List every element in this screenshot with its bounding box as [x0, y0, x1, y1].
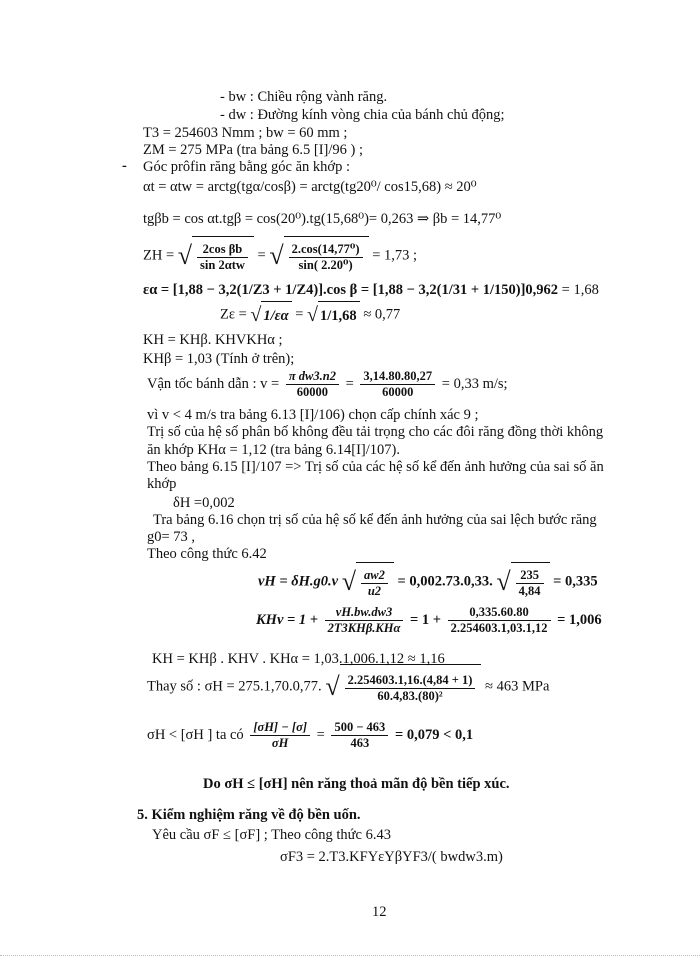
kh-calculation: KH = KHβ . KHV . KHα = 1,03.1,006.1,12 ≈ 1,16: [152, 651, 445, 667]
velocity-note: vì v < 4 m/s tra bảng 6.13 [I]/106) chọn cấp chính xác 9 ;: [147, 407, 479, 423]
compare-lhs: σH < [σH ] ta có: [147, 727, 244, 743]
v-result: = 0,33 m/s;: [441, 376, 508, 392]
eps-alpha-expr: εα = [1,88 − 3,2(1/Z3 + 1/Z4)].cos β = [1,88 − 3,2(1/31 + 1/150)]0,962: [143, 282, 559, 298]
vh-rnum: aw2: [361, 568, 388, 584]
page-bottom-divider: [0, 955, 700, 956]
zh-lhs: ZH =: [143, 247, 175, 264]
section-5-heading: 5. Kiểm nghiệm răng về độ bền uốn.: [137, 807, 361, 823]
tg-beta-b-formula: tgβb = cos αt.tgβ = cos(20⁰).tg(15,68⁰)= 0,263 ⇒ βb = 14,77⁰: [143, 211, 502, 227]
z-epsilon-formula: Zε = √ 1/εα = √ 1/1,68 ≈ 0,77: [220, 301, 400, 329]
ze-result: ≈ 0,77: [363, 306, 401, 323]
zh-num2: 2.cos(14,77⁰): [289, 242, 363, 258]
khv-formula: [256, 602, 602, 638]
profile-angle-heading: Góc prôfin răng bằng góc ăn khớp :: [143, 159, 350, 175]
sigma-f3-formula: σF3 = 2.T3.KFYεYβYF3/( bwdw3.m): [280, 849, 503, 865]
zh-den2: sin( 2.20⁰): [298, 258, 353, 273]
v-num1: π dw3.n2: [286, 369, 339, 385]
requirement-line: Yêu cầu σF ≤ [σF] ; Theo công thức 6.43: [152, 827, 391, 843]
khv-den2: 2.254603.1,03.1,12: [450, 621, 548, 636]
khv-num1: vH.bw.dw3: [325, 605, 404, 621]
vh-mid: = 0,002.73.0,33.: [397, 573, 493, 590]
khv-den1: 2T3KHβ.KHα: [327, 621, 401, 636]
khv-result: = 1,006: [557, 612, 602, 628]
ze-lhs: Zε =: [220, 306, 247, 323]
v-den1: 60000: [296, 385, 329, 400]
vh-formula: vH = δH.g0.v √ $\frac{aw2}{u2}$ = 0,002.73.0,33. √ $\frac{235}{4,84}$ = 0,335: [258, 562, 598, 602]
velocity-label: Vận tốc bánh dẫn : v =: [147, 376, 280, 392]
sigma-den: 60.4,83.(80)²: [377, 689, 443, 704]
v-den2: 60000: [382, 385, 414, 400]
bw-definition: - bw : Chiều rộng vành răng.: [220, 89, 388, 105]
compare-result: = 0,079 < 0,1: [394, 727, 474, 743]
g0-line2: g0= 73 ,: [147, 529, 196, 545]
eps-alpha-result: = 1,68: [561, 282, 599, 298]
zh-result: = 1,73 ;: [372, 247, 418, 264]
dw-definition: - dw : Đường kính vòng chia của bánh chủ động;: [220, 107, 505, 123]
formula-reference: Theo công thức 6.42: [147, 546, 267, 562]
compare-den2: 463: [350, 736, 370, 751]
vh-lhs: vH = δH.g0.v: [258, 573, 339, 590]
vh-rnum2: 235: [516, 568, 544, 584]
sigma-h-formula: Thay số : σH = 275.1,70.0,77. √ $\frac{2.254603.1,16.(4,84 + 1)}{\text{60.4,83.(80)²}}$ ≈ 463 MPa: [147, 664, 549, 710]
comparison-formula: σH < [σH ] ta có $\frac{[\sigma H] - [\sigma]}{\sigma H}$ = $\frac{500 - 463}{463}$ = 0,079 < 0,1: [147, 720, 474, 751]
ze-radicand2: 1/1,68: [318, 301, 360, 329]
velocity-formula: Vận tốc bánh dẫn : v = $\frac{\text{π dw3.n2}}{60000}$ = $\frac{3,14.80.80,27}{60000}$ = 0,33 m/s;: [147, 369, 508, 400]
kh-alpha-line2: ăn khớp KHα = 1,12 (tra bảng 6.14[I]/107).: [147, 442, 400, 458]
khv-num2: 0,335.60.80: [448, 605, 551, 621]
kh-formula: KH = KHβ. KHVKHα ;: [143, 332, 283, 348]
zh-num1: 2cos βb: [197, 242, 248, 258]
delta-line1: Theo bảng 6.15 [I]/107 => Trị số của các hệ số kể đến ảnh hưởng của sai số ăn: [147, 459, 604, 475]
compare-num2: 500 − 463: [331, 720, 388, 736]
zm-line: ZM = 275 MPa (tra bảng 6.5 [I]/96 ) ;: [143, 142, 363, 158]
compare-den: σH: [271, 736, 289, 751]
torque-line: T3 = 254603 Nmm ; bw = 60 mm ;: [143, 125, 348, 141]
sigma-label: Thay số : σH = 275.1,70.0,77.: [147, 678, 322, 695]
bullet-marker: -: [122, 158, 127, 174]
vh-result: = 0,335: [553, 573, 598, 590]
v-num2: 3,14.80.80,27: [360, 369, 435, 385]
vh-rden2: 4,84: [518, 584, 541, 599]
vh-rden: u2: [367, 584, 382, 599]
kh-beta-line: KHβ = 1,03 (Tính ở trên);: [143, 351, 295, 367]
kh-alpha-line1: Trị số của hệ số phân bố không đều tải trọng cho các đôi răng đồng thời không: [147, 424, 604, 440]
page-number: 12: [372, 904, 387, 920]
zh-den1: sin 2αtw: [200, 258, 245, 273]
khv-mid: = 1 +: [410, 612, 442, 628]
delta-value: δH =0,002: [173, 495, 235, 511]
zh-formula: ZH = √ $\frac{\text{2cos βb}}{\text{sin 2αtw}}$ = √ $\frac{\text{2.cos(14,77⁰)}}{\text{sin( 2.20⁰)}}$ = 1,73 ;: [143, 236, 417, 276]
sigma-num: 2.254603.1,16.(4,84 + 1): [345, 673, 476, 689]
conclusion: Do σH ≤ [σH] nên răng thoả mãn độ bền tiếp xúc.: [203, 776, 510, 792]
alpha-t-formula: αt = αtw = arctg(tgα/cosβ) = arctg(tg20⁰/ cos15,68) ≈ 20⁰: [143, 179, 477, 195]
ze-radicand1: 1/εα: [261, 301, 291, 329]
compare-num: [σH] − [σ]: [250, 720, 310, 736]
g0-line1: Tra bảng 6.16 chọn trị số của hệ số kể đến ảnh hưởng của sai lệch bước răng: [153, 512, 597, 528]
sigma-result: ≈ 463 MPa: [485, 678, 550, 695]
epsilon-alpha-formula: [143, 281, 599, 299]
khv-lhs: KHv = 1 +: [256, 612, 319, 628]
delta-line2: khớp: [147, 476, 177, 492]
